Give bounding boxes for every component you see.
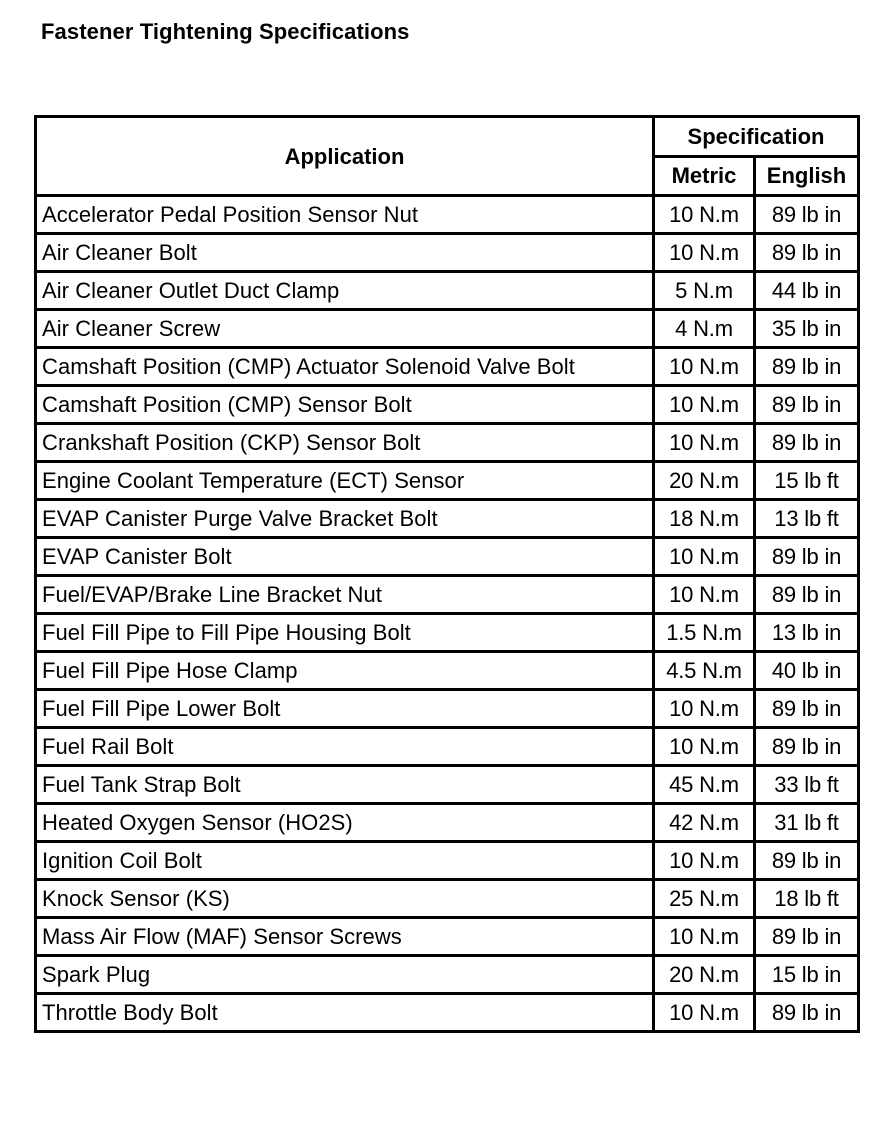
column-header-application: Application [36,117,654,196]
english-value-cell: 89 lb in [755,994,859,1032]
english-value-cell: 15 lb ft [755,462,859,500]
english-value-cell: 13 lb in [755,614,859,652]
table-body [36,196,859,1032]
english-value-cell: 13 lb ft [755,500,859,538]
table-row [36,690,859,728]
table-row [36,804,859,842]
table-row [36,652,859,690]
english-value-cell: 89 lb in [755,842,859,880]
application-cell: EVAP Canister Bolt [36,538,654,576]
table-row [36,538,859,576]
metric-value-cell: 20 N.m [654,956,755,994]
english-value-cell: 89 lb in [755,348,859,386]
metric-value-cell: 10 N.m [654,538,755,576]
application-cell: Air Cleaner Screw [36,310,654,348]
application-cell: EVAP Canister Purge Valve Bracket Bolt [36,500,654,538]
header-row-top [36,117,859,157]
english-value-cell: 44 lb in [755,272,859,310]
english-value-cell: 89 lb in [755,196,859,234]
application-cell: Camshaft Position (CMP) Sensor Bolt [36,386,654,424]
table-row [36,880,859,918]
metric-value-cell: 10 N.m [654,728,755,766]
table-row [36,918,859,956]
english-value-cell: 33 lb ft [755,766,859,804]
table-row [36,424,859,462]
metric-value-cell: 10 N.m [654,842,755,880]
column-header-metric: Metric [654,156,755,196]
column-header-english: English [755,156,859,196]
table-row [36,842,859,880]
table-row [36,272,859,310]
english-value-cell: 89 lb in [755,234,859,272]
metric-value-cell: 20 N.m [654,462,755,500]
application-cell: Mass Air Flow (MAF) Sensor Screws [36,918,654,956]
metric-value-cell: 10 N.m [654,196,755,234]
english-value-cell: 15 lb in [755,956,859,994]
application-cell: Fuel/EVAP/Brake Line Bracket Nut [36,576,654,614]
metric-value-cell: 42 N.m [654,804,755,842]
metric-value-cell: 10 N.m [654,386,755,424]
application-cell: Knock Sensor (KS) [36,880,654,918]
table-row [36,766,859,804]
table-row [36,614,859,652]
table-row [36,956,859,994]
english-value-cell: 31 lb ft [755,804,859,842]
application-cell: Fuel Tank Strap Bolt [36,766,654,804]
application-cell: Fuel Fill Pipe Hose Clamp [36,652,654,690]
metric-value-cell: 10 N.m [654,424,755,462]
metric-value-cell: 45 N.m [654,766,755,804]
table-row [36,500,859,538]
english-value-cell: 18 lb ft [755,880,859,918]
application-cell: Camshaft Position (CMP) Actuator Solenoid Valve Bolt [36,348,654,386]
english-value-cell: 89 lb in [755,386,859,424]
application-cell: Ignition Coil Bolt [36,842,654,880]
english-value-cell: 35 lb in [755,310,859,348]
table-header [36,117,859,196]
application-cell: Heated Oxygen Sensor (HO2S) [36,804,654,842]
application-cell: Fuel Fill Pipe Lower Bolt [36,690,654,728]
application-cell: Fuel Fill Pipe to Fill Pipe Housing Bolt [36,614,654,652]
metric-value-cell: 10 N.m [654,994,755,1032]
table-row [36,576,859,614]
english-value-cell: 89 lb in [755,918,859,956]
application-cell: Throttle Body Bolt [36,994,654,1032]
metric-value-cell: 5 N.m [654,272,755,310]
english-value-cell: 89 lb in [755,690,859,728]
table-row [36,310,859,348]
column-header-specification: Specification [654,117,859,157]
metric-value-cell: 4.5 N.m [654,652,755,690]
english-value-cell: 40 lb in [755,652,859,690]
page-title: Fastener Tightening Specifications [41,19,410,44]
english-value-cell: 89 lb in [755,728,859,766]
metric-value-cell: 10 N.m [654,348,755,386]
application-cell: Spark Plug [36,956,654,994]
english-value-cell: 89 lb in [755,576,859,614]
application-cell: Air Cleaner Bolt [36,234,654,272]
metric-value-cell: 4 N.m [654,310,755,348]
table-row [36,234,859,272]
application-cell: Engine Coolant Temperature (ECT) Sensor [36,462,654,500]
metric-value-cell: 10 N.m [654,918,755,956]
english-value-cell: 89 lb in [755,424,859,462]
metric-value-cell: 10 N.m [654,690,755,728]
metric-value-cell: 25 N.m [654,880,755,918]
application-cell: Accelerator Pedal Position Sensor Nut [36,196,654,234]
application-cell: Crankshaft Position (CKP) Sensor Bolt [36,424,654,462]
metric-value-cell: 10 N.m [654,576,755,614]
english-value-cell: 89 lb in [755,538,859,576]
application-cell: Fuel Rail Bolt [36,728,654,766]
table-row [36,196,859,234]
metric-value-cell: 10 N.m [654,234,755,272]
table-row [36,728,859,766]
metric-value-cell: 1.5 N.m [654,614,755,652]
table-row [36,348,859,386]
table-row [36,386,859,424]
application-cell: Air Cleaner Outlet Duct Clamp [36,272,654,310]
metric-value-cell: 18 N.m [654,500,755,538]
table-row [36,994,859,1032]
specifications-table [34,115,860,1033]
table-row [36,462,859,500]
